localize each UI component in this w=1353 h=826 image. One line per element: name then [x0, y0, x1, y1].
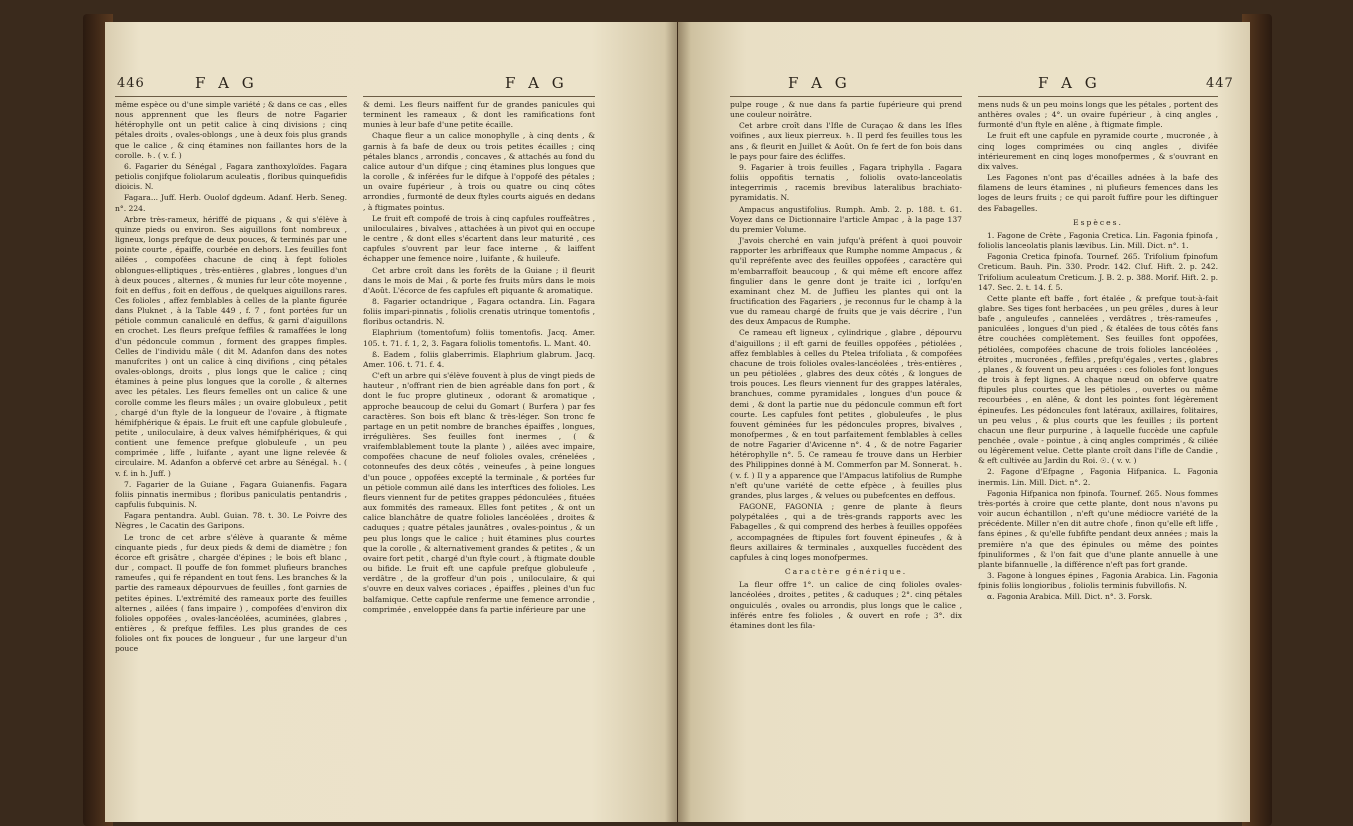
paragraph: Le fruit eft une capfule en pyramide courte , mucronée , à cinq loges comprimées ou cinq angles , divifée intérieurement en cinq loges monofpermes , & s'ouvrant en dix valves. [978, 131, 1218, 171]
paragraph: 3. Fagone à longues épines , Fagonia Arabica. Lin. Fagonia fpinis foliis longioribus , foliolis terminis fubvillofis. N. [978, 571, 1218, 591]
paragraph: Fagara pentandra. Aubl. Guian. 78. t. 30. Le Poivre des Nègres , le Cacatin des Garipons. [115, 511, 347, 531]
paragraph: Cet arbre croît dans les forêts de la Guiane ; il fleurit dans le mois de Mai , & porte fes fruits mûrs dans le mois d'Août. L'écorce de fes capfules eft piquante & aromatique. [363, 265, 595, 295]
running-header-left-col2: F A G [505, 74, 568, 92]
page-number-right: 447 [1206, 76, 1234, 91]
section-heading: Caractère générique. [784, 567, 908, 577]
paragraph: Cet arbre croît dans l'Ifle de Curaçao & dans les Ifles voifines , aux lieux pierreux. ♄. Il perd fes feuilles tous les ans , & fleurit en Juillet & Août. On fe fert de fon bois dans le pays pour faire des écliffes. [730, 121, 962, 161]
paragraph: Le tronc de cet arbre s'élève à quarante & même cinquante pieds , fur deux pieds & demi de diamètre ; fon écorce eft grisâtre , chargée d'épines ; le bois eft blanc , dur , compact. Il pouffe de fon fommet plufieurs branches rameufes , qui fe répandent en tout fens. Les branches & la partie des rameaux dépourvues de feuilles , font garnies de petites épines. L'extrémité des rameaux porte des feuilles alternes , ailées ( fans impaire ) , compofées d'environ dix folioles oppofées , ovales-lancéolées, acuminées, glabres , entières , & prefque feffiles. Les plus grandes de ces folioles ont fix pouces de longueur , fur une largeur d'un pouce [115, 532, 347, 654]
paragraph: Cette plante eft baffe , fort étalée , & prefque tout-à-fait glabre. Ses tiges font herbacées , un peu grêles , dures à leur bafe , anguleufes , cannelées , verdâtres , très-rameufes , paniculées , longues d'un pied , & étalées de tous côtés fans être couchées complètement. Ses feuilles font oppofées, pétiolées, compofées chacune de trois folioles lancéolées , étroites , mucronées , feffiles , prefqu'égales , vertes , glabres , planes , & fouvent un peu arquées : ces folioles font longues de trois à fept lignes. A chaque nœud on obferve quatre ftipules plus courtes que les pétioles , ouvertes ou même recourbées , en alêne, & dont les pointes font légèrement épineufes. Les pédoncules font latéraux, axillaires, folitaires, un peu velus , & plus courts que les feuilles ; ils portent chacun une fleur purpurine , à laquelle fuccède une capfule penchée , ovale - pointue , à cinq angles comprimés , & ciliée ou légèrement velue. Cette plante croît dans l'ifle de Candie , & eft cultivée au Jardin du Roi. ☉. ( v. v. ) [978, 293, 1218, 466]
text-column-right-1 [730, 100, 962, 812]
left-page [105, 22, 677, 822]
header-rule [978, 96, 1218, 97]
section-heading: Espèces. [1073, 217, 1123, 227]
paragraph: Fagonia Hifpanica non fpinofa. Tournef. 265. Nous fommes très-portés à croire que cette plante, dont nous n'avons pu voir aucun échantillon , n'eft qu'une médiocre variété de la précédente. Miller n'en dit autre chofe , finon qu'elle eft liffe , fans épines , & qu'elle fubfifte pendant deux années ; mais la première n'a que des épinules ou même des pointes fpinuliformes , & l'on fait que d'une plante annuelle à une plante bifannuelle , la différence n'eft pas fort grande. [978, 488, 1218, 569]
paragraph: Fagonia Cretica fpinofa. Tournef. 265. Trifolium fpinofum Creticum. Bauh. Pin. 330. Prodr. 142. Cluf. Hift. 2. p. 242. Trifolium aculeatum Creticum. J. B. 2. p. 388. Morif. Hift. 2. p. 147. Sec. 2. t. 14. f. 5. [978, 252, 1218, 292]
paragraph: Ce rameau eft ligneux , cylindrique , glabre , dépourvu d'aiguillons ; il eft garni de feuilles oppofées , pétiolées , affez femblables à celles du Ptelea trifoliata , & compofées chacune de trois folioles ovales-lancéolées , très-entières , un peu pétiolées , glabres des deux côtés , & longues de trois pouces. Les fleurs viennent fur des grappes latérales, branchues, comme pyramidales , longues d'un pouce & demi , & dont la partie nue du pédoncule commun eft fort courte. Les capfules font petites , globuleufes , le plus fouvent géminées fur les pédoncules propres, bivalves , monofpermes , & en tout parfaitement femblables à celles de notre Fagarier d'Avicenne n°. 4 , & de notre Fagarier hétérophylle n°. 5. Ce rameau fe trouve dans un Herbier des Philippines donné à M. Commerfon par M. Sonnerat. ♄. ( v. f. ) Il y a apparence que l'Ampacus latifolius de Rumphe n'eft qu'une variété de cette efpèce , à feuilles plus grandes, plus larges , & velues ou pubefcentes en deffous. [730, 328, 962, 500]
paragraph: ß. Eadem , foliis glaberrimis. Elaphrium glabrum. Jacq. Amer. 106. t. 71. f. 4. [363, 349, 595, 369]
running-header-right-col2: F A G [1038, 74, 1101, 92]
paragraph: Elaphrium (tomentofum) foliis tomentofis. Jacq. Amer. 105. t. 71. f. 1, 2, 3. Fagara foliolis tomentofis. L. Mant. 40. [363, 328, 595, 348]
paragraph: Arbre très-rameux, hériffé de piquans , & qui s'élève à quinze pieds ou environ. Ses aiguillons font nombreux , ligneux, longs prefque de deux pouces, & terminés par une pointe courte , épaiffe, courbée en dehors. Les feuilles font ailées , compofées chacune de cinq à fept folioles oblongues-elliptiques , très-entières , glabres , longues d'un à deux pouces , alternes , & munies fur leur côte moyenne , foit en deffus , foit en deffous , de quelques aiguillons rares. Ces folioles , affez femblables à celles de la plante figurée dans Pluknet , à la Table 449 , f. 7 , font portées fur un pétiole commun canaliculé en deffus, & garni d'aiguillons en crochet. Les fleurs prefque feffiles & ramaffées le long d'un pédoncule commun , forment des grappes fimples. Celles de l'individu mâle ( dit M. Adanfon dans des notes manufcrites ) ont un calice à cinq divifions , cinq pétales ovales-oblongs, droits , plus longs que le calice ; cinq étamines à peine plus longues que la corolle , & alternes avec les pétales. Les fleurs femelles ont un calice & une corolle comme les fleurs mâles ; un ovaire globuleux , petit , chargé d'un ftyle de la longueur de l'ovaire , à ftigmate hémifphérique & épais. Le fruit eft une capfule globuleufe , petite , uniloculaire, à deux valves hémifphériques, & qui contient une femence prefque globuleufe , un peu comprimée , liffe , luifante , ayant une ligne relevée & circulaire. M. Adanfon a obfervé cet arbre au Sénégal. ♄. ( v. f. in h. Juff. ) [115, 214, 347, 478]
open-book [105, 22, 1250, 822]
text-column-left-1 [115, 100, 347, 812]
paragraph: 6. Fagarier du Sénégal , Fagara zanthoxyloïdes. Fagara petiolis conjifque foliolarum aculeatis , floribus quinquefidis dioicis. N. [115, 161, 347, 192]
paragraph: 8. Fagarier octandrique , Fagara octandra. Lin. Fagara foliis impari-pinnatis , foliolis crenatis utrinque tomentofis , floribus octandris. N. [363, 296, 595, 327]
paragraph: 9. Fagarier à trois feuilles , Fagara triphylla . Fagara foliis oppofitis ternatis , foliolis ovato-lanceolatis integerrimis , racemis brevibus lateralibus brachiato-pyramidatis. N. [730, 162, 962, 203]
paragraph: FAGONE, FAGONIA ; genre de plante à fleurs polypétalées , qui a de très-grands rapports avec les Fabagelles , & qui comprend des herbes à feuilles oppofées , accompagnées de ftipules fort fouvent épineufes , & à fleurs axillaires & terminales , auxquelles fuccèdent des capfules à cinq loges monofpermes. [730, 502, 962, 562]
running-header-left-col1: F A G [195, 74, 258, 92]
paragraph: pulpe rouge , & nue dans fa partie fupérieure qui prend une couleur noirâtre. [730, 100, 962, 120]
paragraph: mens nuds & un peu moins longs que les pétales , portent des anthères ovales ; 4°. un ovaire fupérieur , à cinq angles , furmonté d'un ftyle en alêne , à ftigmate fimple. [978, 100, 1218, 130]
paragraph: 1. Fagone de Crète , Fagonia Cretica. Lin. Fagonia fpinofa , foliolis lanceolatis planis lævibus. Lin. Mill. Dict. n°. 1. [978, 230, 1218, 251]
book-gutter [665, 22, 691, 822]
paragraph: J'avois cherché en vain jufqu'à préfent à quoi pouvoir rapporter les arbriffeaux que Rumphe nomme Ampacus , & qu'il repréfente avec des feuilles oppofées , caractère qui m'embarraffoit beaucoup , & qui même eft encore affez fingulier dans le genre dont je traite ici , lorfqu'en examinant chez M. de Juffieu les plantes qui ont la fructification des Fagariers , je reconnus fur le champ à la vue du rameau chargé de fruits que je vais décrire , l'un des deux Ampacus de Rumphe. [730, 236, 962, 327]
running-header-right-col1: F A G [788, 74, 851, 92]
paragraph: C'eft un arbre qui s'élève fouvent à plus de vingt pieds de hauteur , n'offrant rien de bien agréable dans fon port , & dont le fuc propre glutineux , odorant & aromatique , approche beaucoup de celui du Gomart ( Burfera ) par fes caractères. Son bois eft blanc & très-léger. Son tronc fe partage en un petit nombre de branches épaiffes , longues, irrégulières. Ses feuilles font inermes , ( & vraifemblablement toute la plante ) , ailées avec impaire, compofées chacune de neuf folioles ovales, crénelées , cotonneufes des deux côtés , veineufes , à peine longues d'un pouce , oppofées excepté la terminale , & portées fur un pétiole commun ailé dans les interftices des folioles. Les fleurs viennent fur de petites grappes pédonculées , fituées aux fommités des rameaux. Elles font petites , & ont un calice blanchâtre de quatre folioles lancéolées , droites & caduques ; quatre pétales jaunâtres , ovales-pointus , & un peu plus longs que le calice ; huit étamines plus courtes que la corolle , & alternativement grandes & petites , & un ovaire fort petit , chargé d'un ftyle court , à ftigmate double ou bifide. Le fruit eft une capfule prefque globuleufe , verdâtre , de la groffeur d'un pois , uniloculaire, & qui s'ouvre en deux valves coriaces , épaiffes , pleines d'un fuc balfamique. Cette capfule renferme une femence arrondie , comprimée , enveloppée dans fa partie inférieure par une [363, 371, 595, 614]
paragraph: même espèce ou d'une simple variété ; & dans ce cas , elles nous apprennent que les fleurs de notre Fagarier hétérophylle ont un petit calice à cinq divisions ; cinq pétales droits , ovales-oblongs , une à deux fois plus grands que le calice , & cinq étamines non faillantes hors de la corolle. ♄. ( v. f. ) [115, 100, 347, 160]
text-column-left-2 [363, 100, 595, 812]
paragraph: 7. Fagarier de la Guiane , Fagara Guianenfis. Fagara foliis pinnatis inermibus ; floribus paniculatis pentandris , capfulis fubquinis. N. [115, 479, 347, 510]
paragraph: Le fruit eft compofé de trois à cinq capfules rouffeâtres , uniloculaires , bivalves , attachées à un pivot qui en occupe le centre , & dont elles s'écartent dans leur maturité , ces capfules s'ouvrent par leur face interne , & laiffent échapper une femence noire , luifante , & huileufe. [363, 213, 595, 264]
paragraph: Fagara... Juff. Herb. Ouolof dgdeum. Adanf. Herb. Seneg. n°. 224. [115, 193, 347, 213]
paragraph: La fleur offre 1°. un calice de cinq folioles ovales-lancéolées , droites , petites , & caduques ; 2°. cinq pétales onguiculés , ovales ou arrondis, plus longs que le calice , inférés entre fes folioles , & ouvert en rofe ; 3°. dix étamines dont les fila- [730, 580, 962, 630]
paragraph: Les Fagones n'ont pas d'écailles adnées à la bafe des filamens de leurs étamines , ni plufieurs femences dans les loges de leurs fruits ; ce qui paroît fuffire pour les diftinguer des Fabagelles. [978, 173, 1218, 213]
header-rule [363, 96, 595, 97]
paragraph: 2. Fagone d'Efpagne , Fagonia Hifpanica. L. Fagonia inermis. Lin. Mill. Dict. n°. 2. [978, 467, 1218, 487]
paragraph: Chaque fleur a un calice monophylle , à cinq dents , & garnis à fa bafe de deux ou trois petites écailles ; cinq pétales blancs , arrondis , concaves , & attachés au fond du calice autour d'un difque ; cinq étamines plus longues que la corolle , & inférées fur le difque à l'oppofé des pétales ; un ovaire fupérieur , à trois ou quatre ou cinq côtes arrondies , furmonté de deux ftyles courts aigués en dedans , à ftigmates pointus. [363, 131, 595, 212]
paragraph: & demi. Les fleurs naiffent fur de grandes panicules qui terminent les rameaux , & dont les ramifications font munies à leur bafe d'une petite écaille. [363, 100, 595, 130]
paragraph: α. Fagonia Arabica. Mill. Dict. n°. 3. Forsk. [987, 592, 1153, 602]
page-number-left: 446 [117, 76, 145, 91]
right-page [678, 22, 1250, 822]
header-rule [730, 96, 962, 97]
text-column-right-2 [978, 100, 1218, 812]
header-rule [115, 96, 347, 97]
paragraph: Ampacus angustifolius. Rumph. Amb. 2. p. 188. t. 61. Voyez dans ce Dictionnaire l'article Ampac , à la page 137 du premier Volume. [730, 204, 962, 234]
